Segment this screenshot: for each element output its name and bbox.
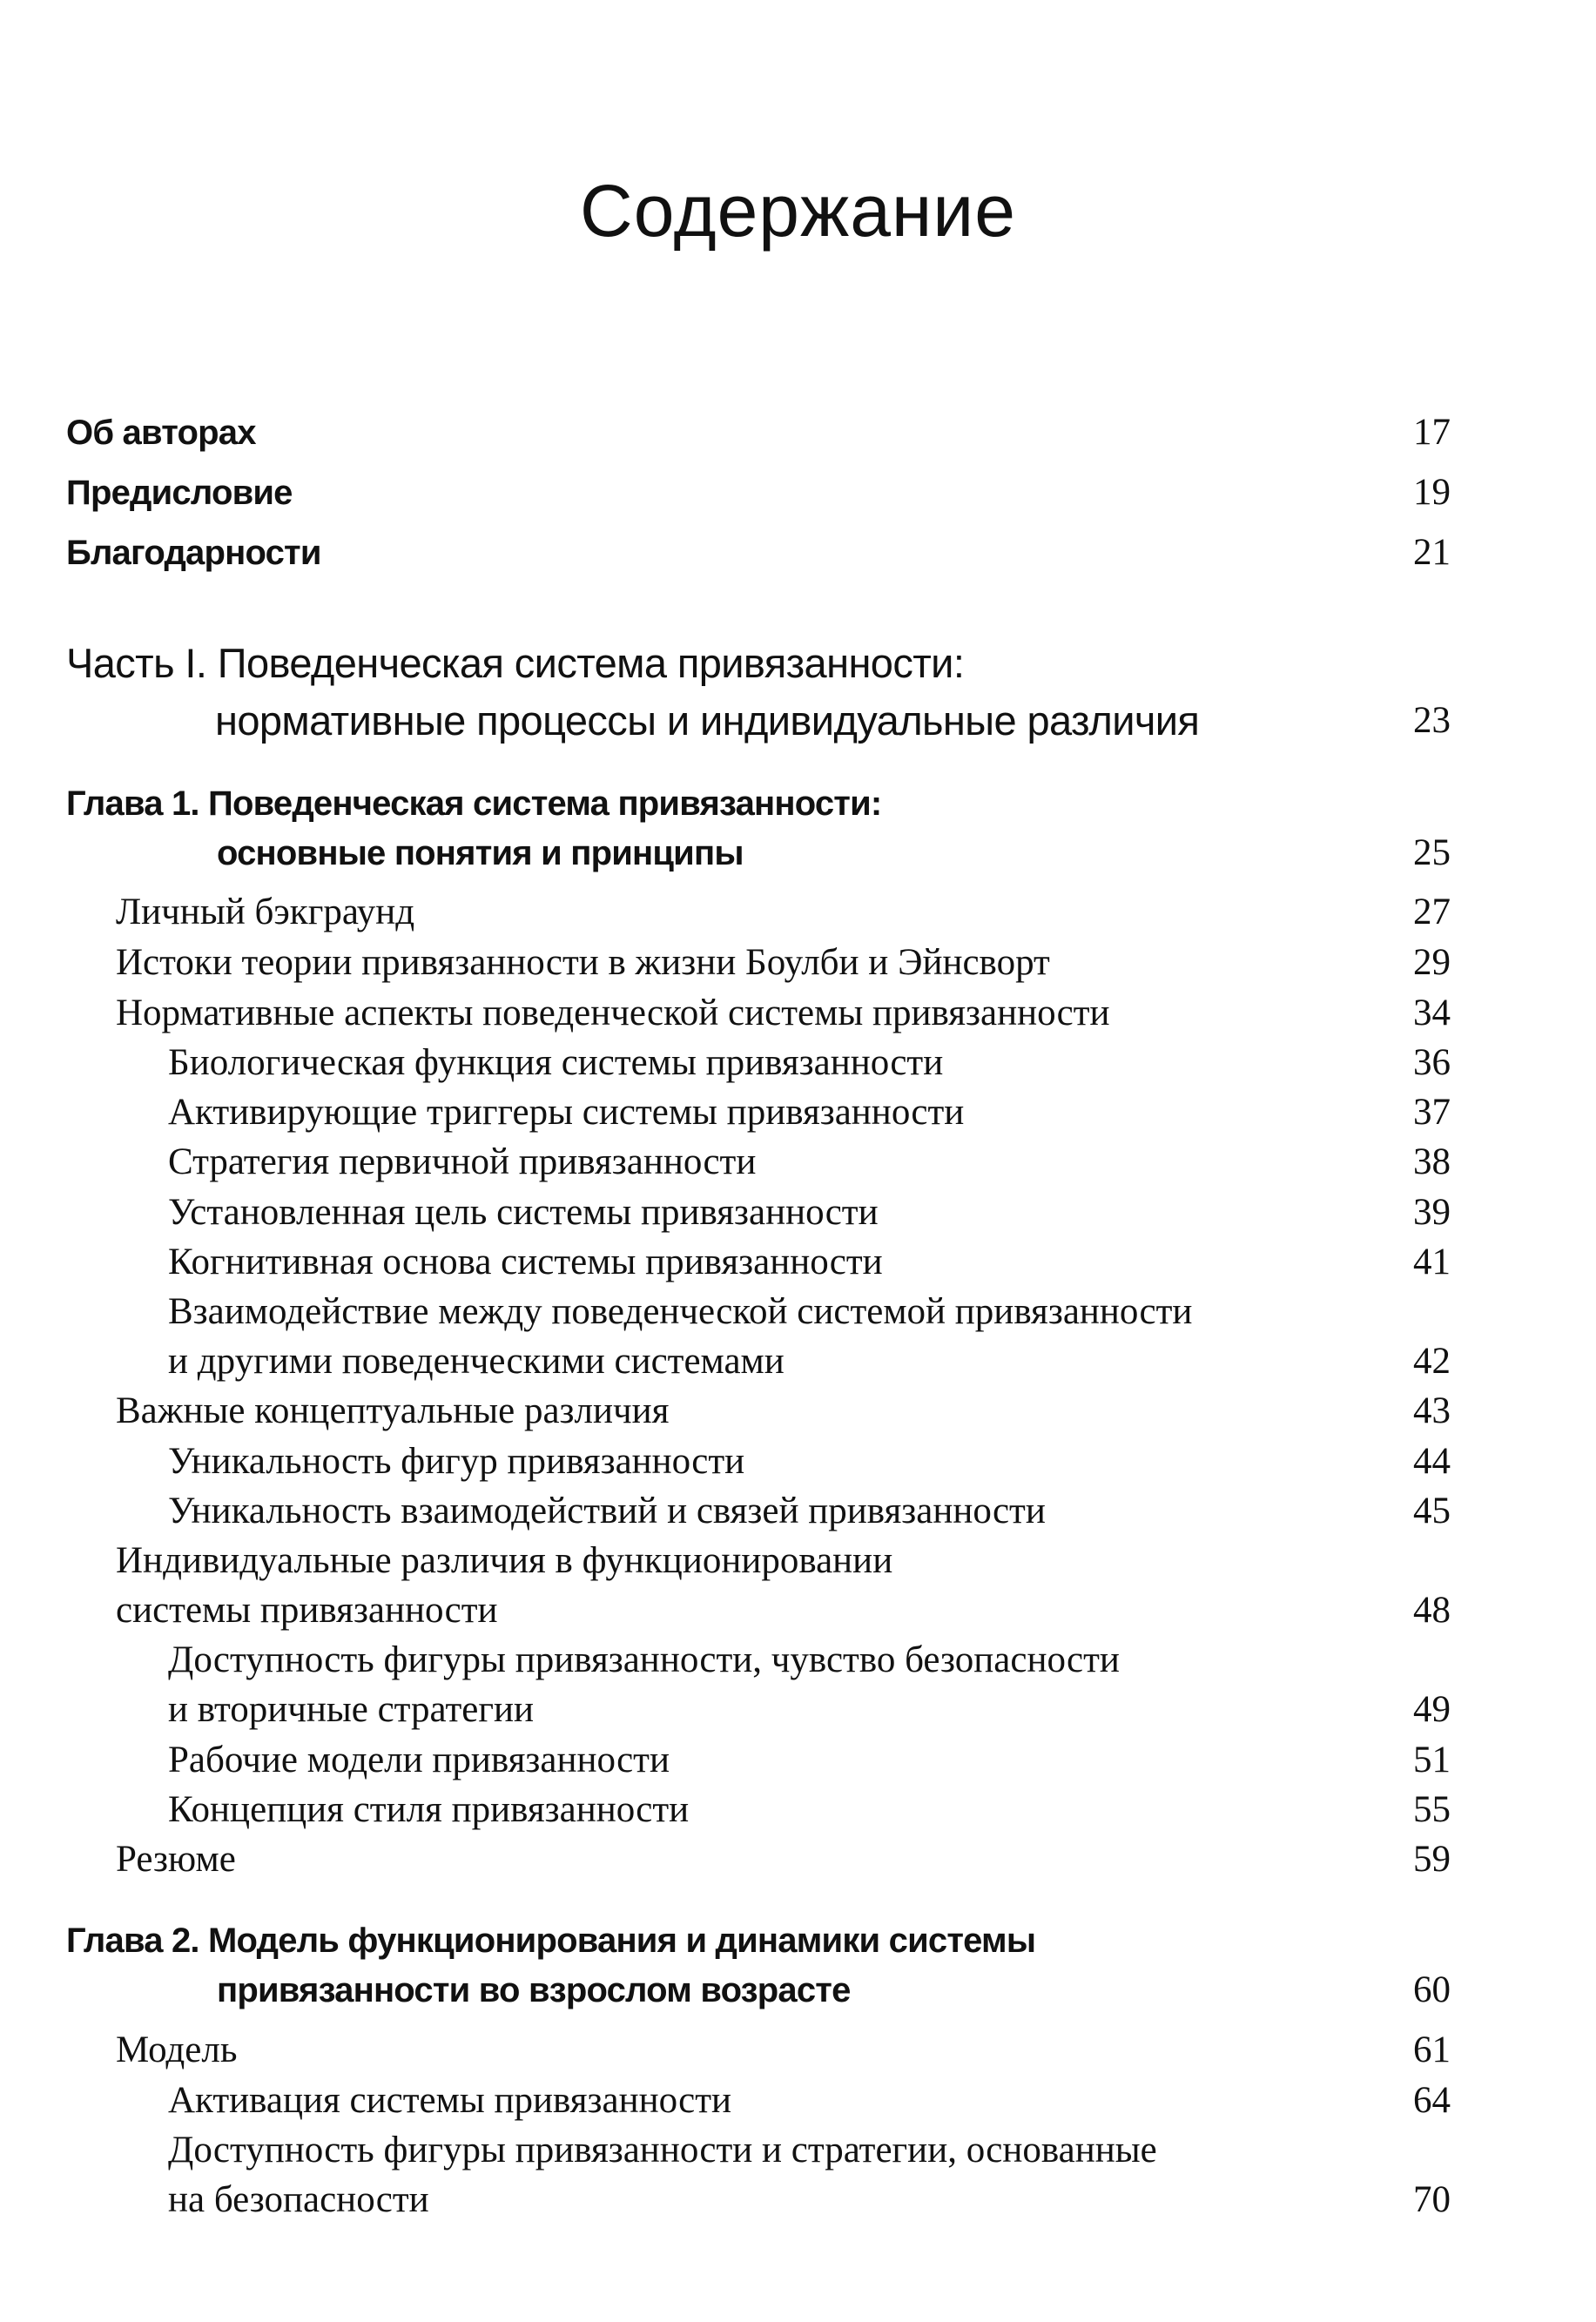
toc-section-label: Модель xyxy=(116,2029,238,2070)
toc-chapter-heading[interactable] xyxy=(0,1916,1596,1965)
toc-entry-label: Благодарности xyxy=(66,534,321,572)
toc-section-label: Индивидуальные различия в функционировании xyxy=(116,1540,893,1581)
toc-section[interactable] xyxy=(0,939,1596,987)
toc-page-number: 48 xyxy=(1413,1590,1451,1631)
toc-chapter-title-line2: привязанности во взрослом возрасте xyxy=(217,1971,851,2009)
toc-part-heading-cont[interactable] xyxy=(0,697,1596,745)
toc-page-number: 64 xyxy=(1413,2080,1451,2121)
toc-subsection-label: и другими поведенческими системами xyxy=(168,1341,785,1382)
toc-page-number: 55 xyxy=(1413,1789,1451,1830)
toc-page-number: 27 xyxy=(1413,892,1451,932)
toc-subsection-label: Стратегия первичной привязанности xyxy=(168,1141,757,1182)
toc-page-number: 36 xyxy=(1413,1042,1451,1083)
toc-page-number: 23 xyxy=(1413,700,1451,741)
toc-section[interactable] xyxy=(0,989,1596,1038)
toc-subsection-label: Активация системы привязанности xyxy=(168,2080,732,2121)
toc-chapter-title-line1: Глава 1. Поведенческая система привязанности: xyxy=(66,784,882,823)
toc-page-number: 29 xyxy=(1413,942,1451,983)
toc-subsection-label: Активирующие триггеры системы привязанности xyxy=(168,1092,965,1133)
toc-page-number: 45 xyxy=(1413,1491,1451,1531)
toc-subsection[interactable] xyxy=(0,1636,1596,1685)
toc-section-label: Резюме xyxy=(116,1839,236,1880)
toc-page-number: 44 xyxy=(1413,1441,1451,1482)
toc-page-number: 61 xyxy=(1413,2029,1451,2070)
toc-part-title-line2: нормативные процессы и индивидуальные различия xyxy=(215,697,1200,744)
toc-subsection-label: Концепция стиля привязанности xyxy=(168,1789,690,1830)
toc-subsection[interactable] xyxy=(0,1437,1596,1486)
toc-section-label: Нормативные аспекты поведенческой системы привязанности xyxy=(116,993,1110,1033)
toc-subsection[interactable] xyxy=(0,2126,1596,2175)
toc-subsection[interactable] xyxy=(0,1238,1596,1287)
toc-section[interactable] xyxy=(0,1387,1596,1436)
toc-section[interactable] xyxy=(0,2026,1596,2075)
toc-subsection-label: Уникальность фигур привязанности xyxy=(168,1441,745,1482)
page-title: Содержание xyxy=(580,170,1016,252)
toc-page-number: 60 xyxy=(1413,1969,1451,2010)
toc-chapter-title-line1: Глава 2. Модель функционирования и динамики системы xyxy=(66,1922,1036,1960)
toc-entry-label: Предисловие xyxy=(66,474,293,512)
toc-page-number: 39 xyxy=(1413,1192,1451,1233)
toc-page-number: 34 xyxy=(1413,993,1451,1033)
toc-part-heading[interactable] xyxy=(0,639,1596,688)
toc-chapter-heading-cont[interactable] xyxy=(0,829,1596,878)
toc-subsection-cont[interactable] xyxy=(0,2176,1596,2224)
toc-subsection-label: Уникальность взаимодействий и связей привязанности xyxy=(168,1491,1046,1531)
toc-chapter-title-line2: основные понятия и принципы xyxy=(217,834,744,872)
toc-section-cont[interactable] xyxy=(0,1586,1596,1635)
toc-page-number: 70 xyxy=(1413,2179,1451,2220)
toc-page-number: 42 xyxy=(1413,1341,1451,1382)
toc-page-number: 37 xyxy=(1413,1092,1451,1133)
toc-subsection-label: Биологическая функция системы привязанности xyxy=(168,1042,944,1083)
toc-subsection-cont[interactable] xyxy=(0,1337,1596,1386)
toc-subsection-label: Взаимодействие между поведенческой системой привязанности xyxy=(168,1291,1193,1332)
toc-page-number: 21 xyxy=(1413,532,1451,573)
toc-section-label: Истоки теории привязанности в жизни Боулби и Эйнсворт xyxy=(116,942,1050,983)
toc-page-number: 38 xyxy=(1413,1141,1451,1182)
toc-page-number: 25 xyxy=(1413,832,1451,873)
toc-subsection-label: и вторичные стратегии xyxy=(168,1689,535,1730)
toc-subsection[interactable] xyxy=(0,1487,1596,1536)
toc-subsection[interactable] xyxy=(0,1188,1596,1237)
toc-page-number: 51 xyxy=(1413,1740,1451,1780)
toc-chapter-heading-cont[interactable] xyxy=(0,1966,1596,2015)
toc-part-title-line1: Часть I. Поведенческая система привязанности: xyxy=(66,640,965,686)
toc-subsection-label: Когнитивная основа системы привязанности xyxy=(168,1242,883,1282)
toc-subsection-label: Установленная цель системы привязанности xyxy=(168,1192,879,1233)
toc-page-number: 49 xyxy=(1413,1689,1451,1730)
toc-subsection[interactable] xyxy=(0,1039,1596,1087)
toc-subsection-label: на безопасности xyxy=(168,2179,429,2220)
toc-page-number: 19 xyxy=(1413,472,1451,513)
toc-subsection-cont[interactable] xyxy=(0,1686,1596,1734)
toc-entry-about-authors[interactable] xyxy=(0,408,1596,457)
toc-section-label: Важные концептуальные различия xyxy=(116,1390,670,1431)
toc-subsection[interactable] xyxy=(0,1786,1596,1834)
toc-page-number: 59 xyxy=(1413,1839,1451,1880)
toc-page-number: 41 xyxy=(1413,1242,1451,1282)
toc-subsection-label: Рабочие модели привязанности xyxy=(168,1740,670,1780)
toc-subsection-label: Доступность фигуры привязанности и стратегии, основанные xyxy=(168,2130,1157,2171)
toc-page-number: 43 xyxy=(1413,1390,1451,1431)
toc-section[interactable] xyxy=(0,1835,1596,1884)
toc-subsection[interactable] xyxy=(0,1736,1596,1785)
toc-entry-acknowledgements[interactable] xyxy=(0,528,1596,577)
toc-subsection-label: Доступность фигуры привязанности, чувство безопасности xyxy=(168,1639,1120,1680)
toc-subsection[interactable] xyxy=(0,2076,1596,2125)
toc-section-label: системы привязанности xyxy=(116,1590,498,1631)
toc-section[interactable] xyxy=(0,888,1596,937)
toc-subsection[interactable] xyxy=(0,1088,1596,1137)
toc-section-label: Личный бэкграунд xyxy=(116,892,415,932)
toc-page-number: 17 xyxy=(1413,412,1451,453)
toc-chapter-heading[interactable] xyxy=(0,779,1596,828)
toc-subsection[interactable] xyxy=(0,1288,1596,1336)
toc-subsection[interactable] xyxy=(0,1138,1596,1187)
toc-entry-preface[interactable] xyxy=(0,468,1596,517)
toc-entry-label: Об авторах xyxy=(66,414,256,452)
toc-section[interactable] xyxy=(0,1537,1596,1585)
